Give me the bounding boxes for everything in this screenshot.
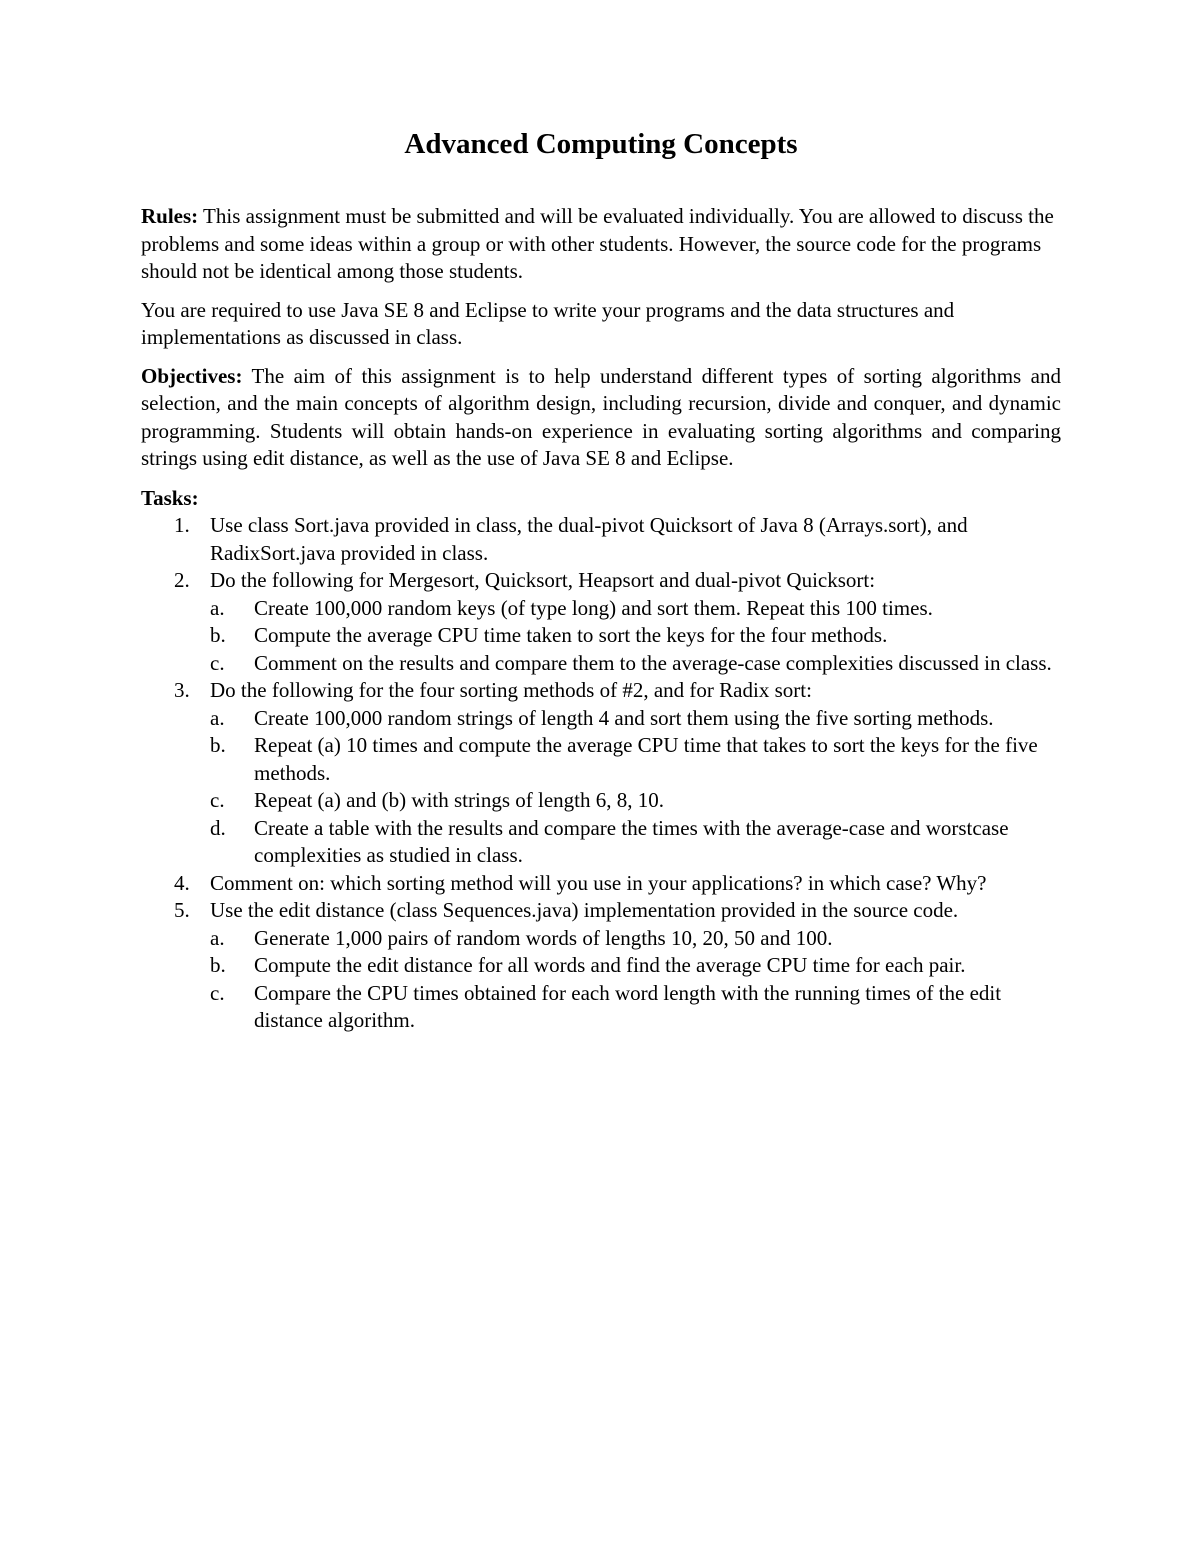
subtask-item: [210, 925, 1061, 953]
subtask-text: Create 100,000 random keys (of type long) and sort them. Repeat this 100 times.: [254, 595, 933, 620]
subtask-letter: b.: [210, 953, 226, 977]
task-text: Use class Sort.java provided in class, the dual-pivot Quicksort of Java 8 (Arrays.sort), and RadixSort.java provided in class.: [210, 513, 968, 565]
page-title: Advanced Computing Concepts: [404, 128, 798, 160]
subtask-item: [210, 952, 1061, 980]
subtask-text: Compute the average CPU time taken to sort the keys for the four methods.: [254, 623, 888, 647]
rules-text: This assignment must be submitted and will be evaluated individually. You are allowed to discuss the problems and some ideas within a group or with other students. However, the source code for the programs should not be identical among those students.: [141, 204, 1054, 283]
task-item: [141, 512, 1061, 567]
subtask-text: Generate 1,000 pairs of random words of lengths 10, 20, 50 and 100.: [254, 925, 833, 950]
subtask-text: Comment on the results and compare them to the average-case complexities discussed in class.: [254, 650, 1052, 675]
subtask-list: [210, 595, 1061, 678]
subtask-item: [210, 787, 1061, 815]
subtask-letter: c.: [210, 980, 225, 1005]
tasks-heading: Tasks:: [141, 485, 199, 510]
subtask-item: [210, 595, 1061, 623]
task-text: Use the edit distance (class Sequences.java) implementation provided in the source code.: [210, 898, 959, 922]
subtask-letter: a.: [210, 925, 225, 950]
task-item: [141, 677, 1061, 870]
subtask-item: [210, 980, 1061, 1035]
subtask-letter: a.: [210, 705, 225, 730]
objectives-paragraph: [141, 363, 1061, 473]
task-item: [141, 567, 1061, 677]
task-text: Comment on: which sorting method will you use in your applications? in which case? Why?: [210, 870, 987, 895]
subtask-letter: c.: [210, 650, 225, 675]
subtask-letter: b.: [210, 733, 226, 757]
task-number: 2.: [174, 568, 190, 592]
task-text: Do the following for Mergesort, Quicksort, Heapsort and dual-pivot Quicksort:: [210, 568, 876, 592]
task-list: [141, 512, 1061, 1035]
subtask-letter: a.: [210, 595, 225, 620]
subtask-text: Compare the CPU times obtained for each word length with the running times of the edit distance algorithm.: [254, 980, 1002, 1032]
subtask-letter: c.: [210, 788, 225, 812]
task-number: 3.: [174, 678, 190, 702]
subtask-letter: b.: [210, 623, 226, 647]
task-number: 4.: [174, 870, 190, 895]
objectives-label: Objectives:: [141, 363, 243, 388]
subtask-text: Create 100,000 random strings of length 4 and sort them using the five sorting methods.: [254, 705, 994, 730]
task-item: [141, 897, 1061, 1035]
rules-label: Rules:: [141, 204, 199, 228]
rules-paragraph: [141, 203, 1061, 286]
requirements-paragraph: You are required to use Java SE 8 and Eclipse to write your programs and the data structures and implementations as discussed in class.: [141, 297, 955, 349]
subtask-list: [210, 705, 1061, 870]
subtask-text: Compute the edit distance for all words and find the average CPU time for each pair.: [254, 953, 966, 977]
subtask-item: [210, 815, 1061, 870]
task-number: 5.: [174, 898, 190, 922]
task-number: 1.: [174, 513, 190, 537]
subtask-letter: d.: [210, 815, 226, 840]
subtask-item: [210, 650, 1061, 678]
subtask-item: [210, 705, 1061, 733]
subtask-text: Repeat (a) 10 times and compute the average CPU time that takes to sort the keys for the five methods.: [254, 733, 1038, 785]
subtask-text: Create a table with the results and compare the times with the average-case and worstcase complexities as studied in class.: [254, 815, 1009, 867]
objectives-text: The aim of this assignment is to help understand different types of sorting algorithms and selection, and the main concepts of algorithm design, including recursion, divide and conquer, and dynamic programming. Students will obtain hands-on experience in evaluating sorting algorithms and comparing strings using edit distance, as well as the use of Java SE 8 and Eclipse.: [141, 363, 1061, 470]
subtask-list: [210, 925, 1061, 1035]
task-text: Do the following for the four sorting methods of #2, and for Radix sort:: [210, 678, 812, 702]
subtask-item: [210, 622, 1061, 650]
subtask-text: Repeat (a) and (b) with strings of length 6, 8, 10.: [254, 788, 664, 812]
document-page: [141, 124, 1061, 1035]
subtask-item: [210, 732, 1061, 787]
task-item: [141, 870, 1061, 898]
